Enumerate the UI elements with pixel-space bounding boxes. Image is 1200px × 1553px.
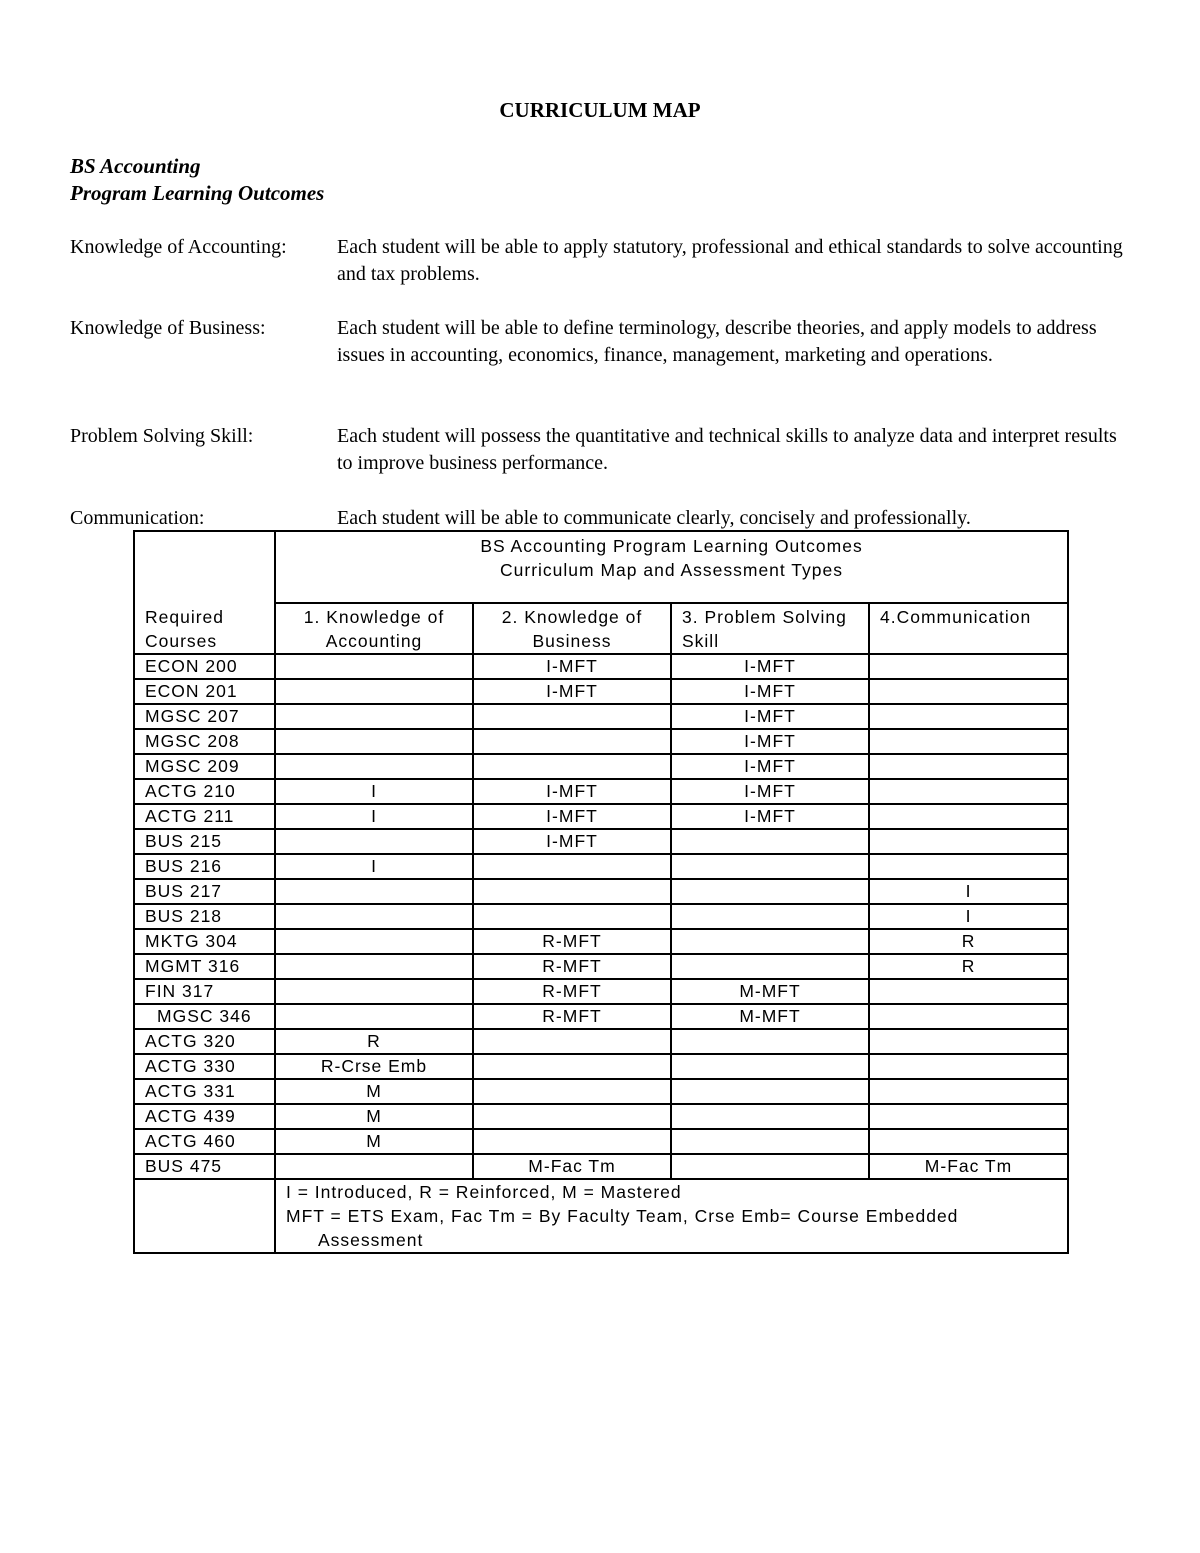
map-cell xyxy=(473,1079,671,1104)
map-cell xyxy=(671,879,869,904)
map-cell: M-Fac Tm xyxy=(869,1154,1068,1179)
map-cell xyxy=(275,654,473,679)
map-cell: M xyxy=(275,1104,473,1129)
map-cell xyxy=(275,704,473,729)
map-cell xyxy=(671,1129,869,1154)
map-cell: R xyxy=(869,954,1068,979)
outcome-problem-solving xyxy=(70,423,1130,477)
map-cell xyxy=(473,729,671,754)
course-cell: ACTG 210 xyxy=(134,779,275,804)
map-cell: R-MFT xyxy=(473,929,671,954)
page-title: CURRICULUM MAP xyxy=(499,98,701,122)
course-cell: MGMT 316 xyxy=(134,954,275,979)
course-cell: ACTG 439 xyxy=(134,1104,275,1129)
map-cell: I-MFT xyxy=(671,754,869,779)
course-cell: BUS 218 xyxy=(134,904,275,929)
map-cell xyxy=(473,704,671,729)
map-cell xyxy=(473,904,671,929)
table-row xyxy=(134,1054,1068,1079)
map-cell: I xyxy=(275,779,473,804)
map-cell xyxy=(275,754,473,779)
map-cell xyxy=(473,1054,671,1079)
map-cell xyxy=(275,929,473,954)
outcome-text: Each student will be able to communicate clearly, concisely and professionally. xyxy=(337,507,971,529)
course-cell: BUS 215 xyxy=(134,829,275,854)
map-cell xyxy=(275,679,473,704)
table-row xyxy=(134,979,1068,1004)
section-heading: Program Learning Outcomes xyxy=(70,181,325,205)
course-cell: BUS 217 xyxy=(134,879,275,904)
course-cell: ECON 201 xyxy=(134,679,275,704)
legend-line: I = Introduced, R = Reinforced, M = Mastered xyxy=(286,1182,682,1202)
map-cell xyxy=(869,1054,1068,1079)
table-row xyxy=(134,954,1068,979)
map-cell: R-MFT xyxy=(473,1004,671,1029)
table-row xyxy=(134,754,1068,779)
map-cell xyxy=(671,954,869,979)
map-cell xyxy=(671,929,869,954)
table-row xyxy=(134,729,1068,754)
table-row xyxy=(134,1154,1068,1179)
map-cell: R xyxy=(275,1029,473,1054)
legend-line: MFT = ETS Exam, Fac Tm = By Faculty Team, Crse Emb= Course Embedded xyxy=(286,1206,959,1226)
outcome-business xyxy=(70,315,1130,369)
map-cell xyxy=(473,1104,671,1129)
course-cell: MKTG 304 xyxy=(134,929,275,954)
map-cell: M xyxy=(275,1079,473,1104)
map-cell: I-MFT xyxy=(473,779,671,804)
map-cell xyxy=(671,904,869,929)
map-cell xyxy=(869,1104,1068,1129)
map-cell: R-MFT xyxy=(473,979,671,1004)
map-cell: M-MFT xyxy=(671,1004,869,1029)
map-cell: I-MFT xyxy=(671,654,869,679)
table-row xyxy=(134,779,1068,804)
course-cell: MGSC 346 xyxy=(134,1004,275,1029)
map-cell: R-MFT xyxy=(473,954,671,979)
map-cell xyxy=(275,904,473,929)
map-cell xyxy=(275,879,473,904)
map-cell: I-MFT xyxy=(671,679,869,704)
map-cell: I-MFT xyxy=(671,729,869,754)
map-cell xyxy=(869,979,1068,1004)
outcome-accounting xyxy=(70,234,1130,288)
map-cell xyxy=(869,704,1068,729)
map-cell: I xyxy=(275,804,473,829)
map-cell xyxy=(869,754,1068,779)
table-row xyxy=(134,804,1068,829)
map-cell xyxy=(473,754,671,779)
map-cell xyxy=(473,1129,671,1154)
course-cell: ACTG 460 xyxy=(134,1129,275,1154)
course-cell: MGSC 209 xyxy=(134,754,275,779)
table-row xyxy=(134,1004,1068,1029)
map-cell: I xyxy=(275,854,473,879)
map-cell: I-MFT xyxy=(671,804,869,829)
table-row xyxy=(134,1104,1068,1129)
table-row xyxy=(134,704,1068,729)
map-cell: I-MFT xyxy=(671,779,869,804)
map-cell: I-MFT xyxy=(473,679,671,704)
courses-header-text: Required Courses xyxy=(145,607,225,651)
table-heading-line: Curriculum Map and Assessment Types xyxy=(500,560,844,580)
map-cell xyxy=(869,679,1068,704)
legend-blank-cell xyxy=(134,1179,275,1253)
map-cell xyxy=(473,879,671,904)
map-cell xyxy=(869,829,1068,854)
map-cell xyxy=(671,1104,869,1129)
course-cell: BUS 216 xyxy=(134,854,275,879)
table-row xyxy=(134,929,1068,954)
map-cell xyxy=(869,854,1068,879)
legend-cell xyxy=(275,1179,1068,1253)
map-cell xyxy=(869,729,1068,754)
outcome-label: Communication: xyxy=(70,507,205,529)
outcome-text: Each student will be able to apply statutory, professional and ethical standards to solve accounting and tax problems. xyxy=(337,236,1123,285)
map-cell xyxy=(275,954,473,979)
courses-header xyxy=(134,603,275,654)
table-row xyxy=(134,1029,1068,1054)
map-cell: I-MFT xyxy=(473,829,671,854)
map-cell xyxy=(473,854,671,879)
map-cell: M-MFT xyxy=(671,979,869,1004)
course-cell: MGSC 208 xyxy=(134,729,275,754)
map-cell xyxy=(869,1079,1068,1104)
column-header: 1. Knowledge of Accounting xyxy=(275,603,473,654)
map-cell: I xyxy=(869,904,1068,929)
course-cell: FIN 317 xyxy=(134,979,275,1004)
program-name: BS Accounting xyxy=(70,154,201,178)
outcome-label: Knowledge of Business: xyxy=(70,317,266,339)
map-cell xyxy=(671,1054,869,1079)
table-row xyxy=(134,654,1068,679)
map-cell xyxy=(671,854,869,879)
outcome-text: Each student will be able to define terminology, describe theories, and apply models to address issues in accounting, economics, finance, management, marketing and operations. xyxy=(337,317,1097,366)
table-row xyxy=(134,829,1068,854)
outcome-label: Knowledge of Accounting: xyxy=(70,236,287,258)
table-row xyxy=(134,1079,1068,1104)
map-cell xyxy=(869,804,1068,829)
map-cell xyxy=(275,1154,473,1179)
map-cell: M xyxy=(275,1129,473,1154)
map-cell: R-Crse Emb xyxy=(275,1054,473,1079)
map-cell xyxy=(671,1154,869,1179)
column-header: 3. Problem Solving Skill xyxy=(671,603,869,654)
map-cell xyxy=(275,729,473,754)
map-cell xyxy=(275,829,473,854)
map-cell: R xyxy=(869,929,1068,954)
map-cell xyxy=(671,829,869,854)
map-cell xyxy=(869,1029,1068,1054)
map-cell: M-Fac Tm xyxy=(473,1154,671,1179)
column-header: 4.Communication xyxy=(869,603,1068,654)
map-cell xyxy=(869,779,1068,804)
course-cell: ACTG 320 xyxy=(134,1029,275,1054)
map-cell: I xyxy=(869,879,1068,904)
map-cell xyxy=(869,1004,1068,1029)
map-cell xyxy=(869,1129,1068,1154)
table-row xyxy=(134,854,1068,879)
map-cell xyxy=(473,1029,671,1054)
course-cell: MGSC 207 xyxy=(134,704,275,729)
map-cell: I-MFT xyxy=(473,804,671,829)
table-row xyxy=(134,879,1068,904)
table-heading xyxy=(275,531,1068,603)
outcome-communication xyxy=(70,505,1130,532)
legend-line: Assessment xyxy=(318,1230,424,1250)
table-heading-line: BS Accounting Program Learning Outcomes xyxy=(480,536,863,556)
course-cell: ACTG 330 xyxy=(134,1054,275,1079)
column-header-row xyxy=(134,603,1068,654)
course-cell: ACTG 211 xyxy=(134,804,275,829)
table-row xyxy=(134,1129,1068,1154)
column-header: 2. Knowledge of Business xyxy=(473,603,671,654)
curriculum-map-table xyxy=(133,530,1069,1254)
table-heading-row xyxy=(134,531,1068,603)
outcome-label: Problem Solving Skill: xyxy=(70,425,254,447)
course-cell: ECON 200 xyxy=(134,654,275,679)
table-row xyxy=(134,904,1068,929)
corner-cell xyxy=(134,531,275,603)
map-cell xyxy=(671,1029,869,1054)
table-row xyxy=(134,679,1068,704)
map-cell xyxy=(671,1079,869,1104)
map-cell xyxy=(275,1004,473,1029)
map-cell xyxy=(869,654,1068,679)
map-cell xyxy=(275,979,473,1004)
course-cell: BUS 475 xyxy=(134,1154,275,1179)
course-cell: ACTG 331 xyxy=(134,1079,275,1104)
outcome-text: Each student will possess the quantitative and technical skills to analyze data and interpret results to improve business performance. xyxy=(337,425,1117,474)
legend-row xyxy=(134,1179,1068,1253)
map-cell: I-MFT xyxy=(671,704,869,729)
map-cell: I-MFT xyxy=(473,654,671,679)
